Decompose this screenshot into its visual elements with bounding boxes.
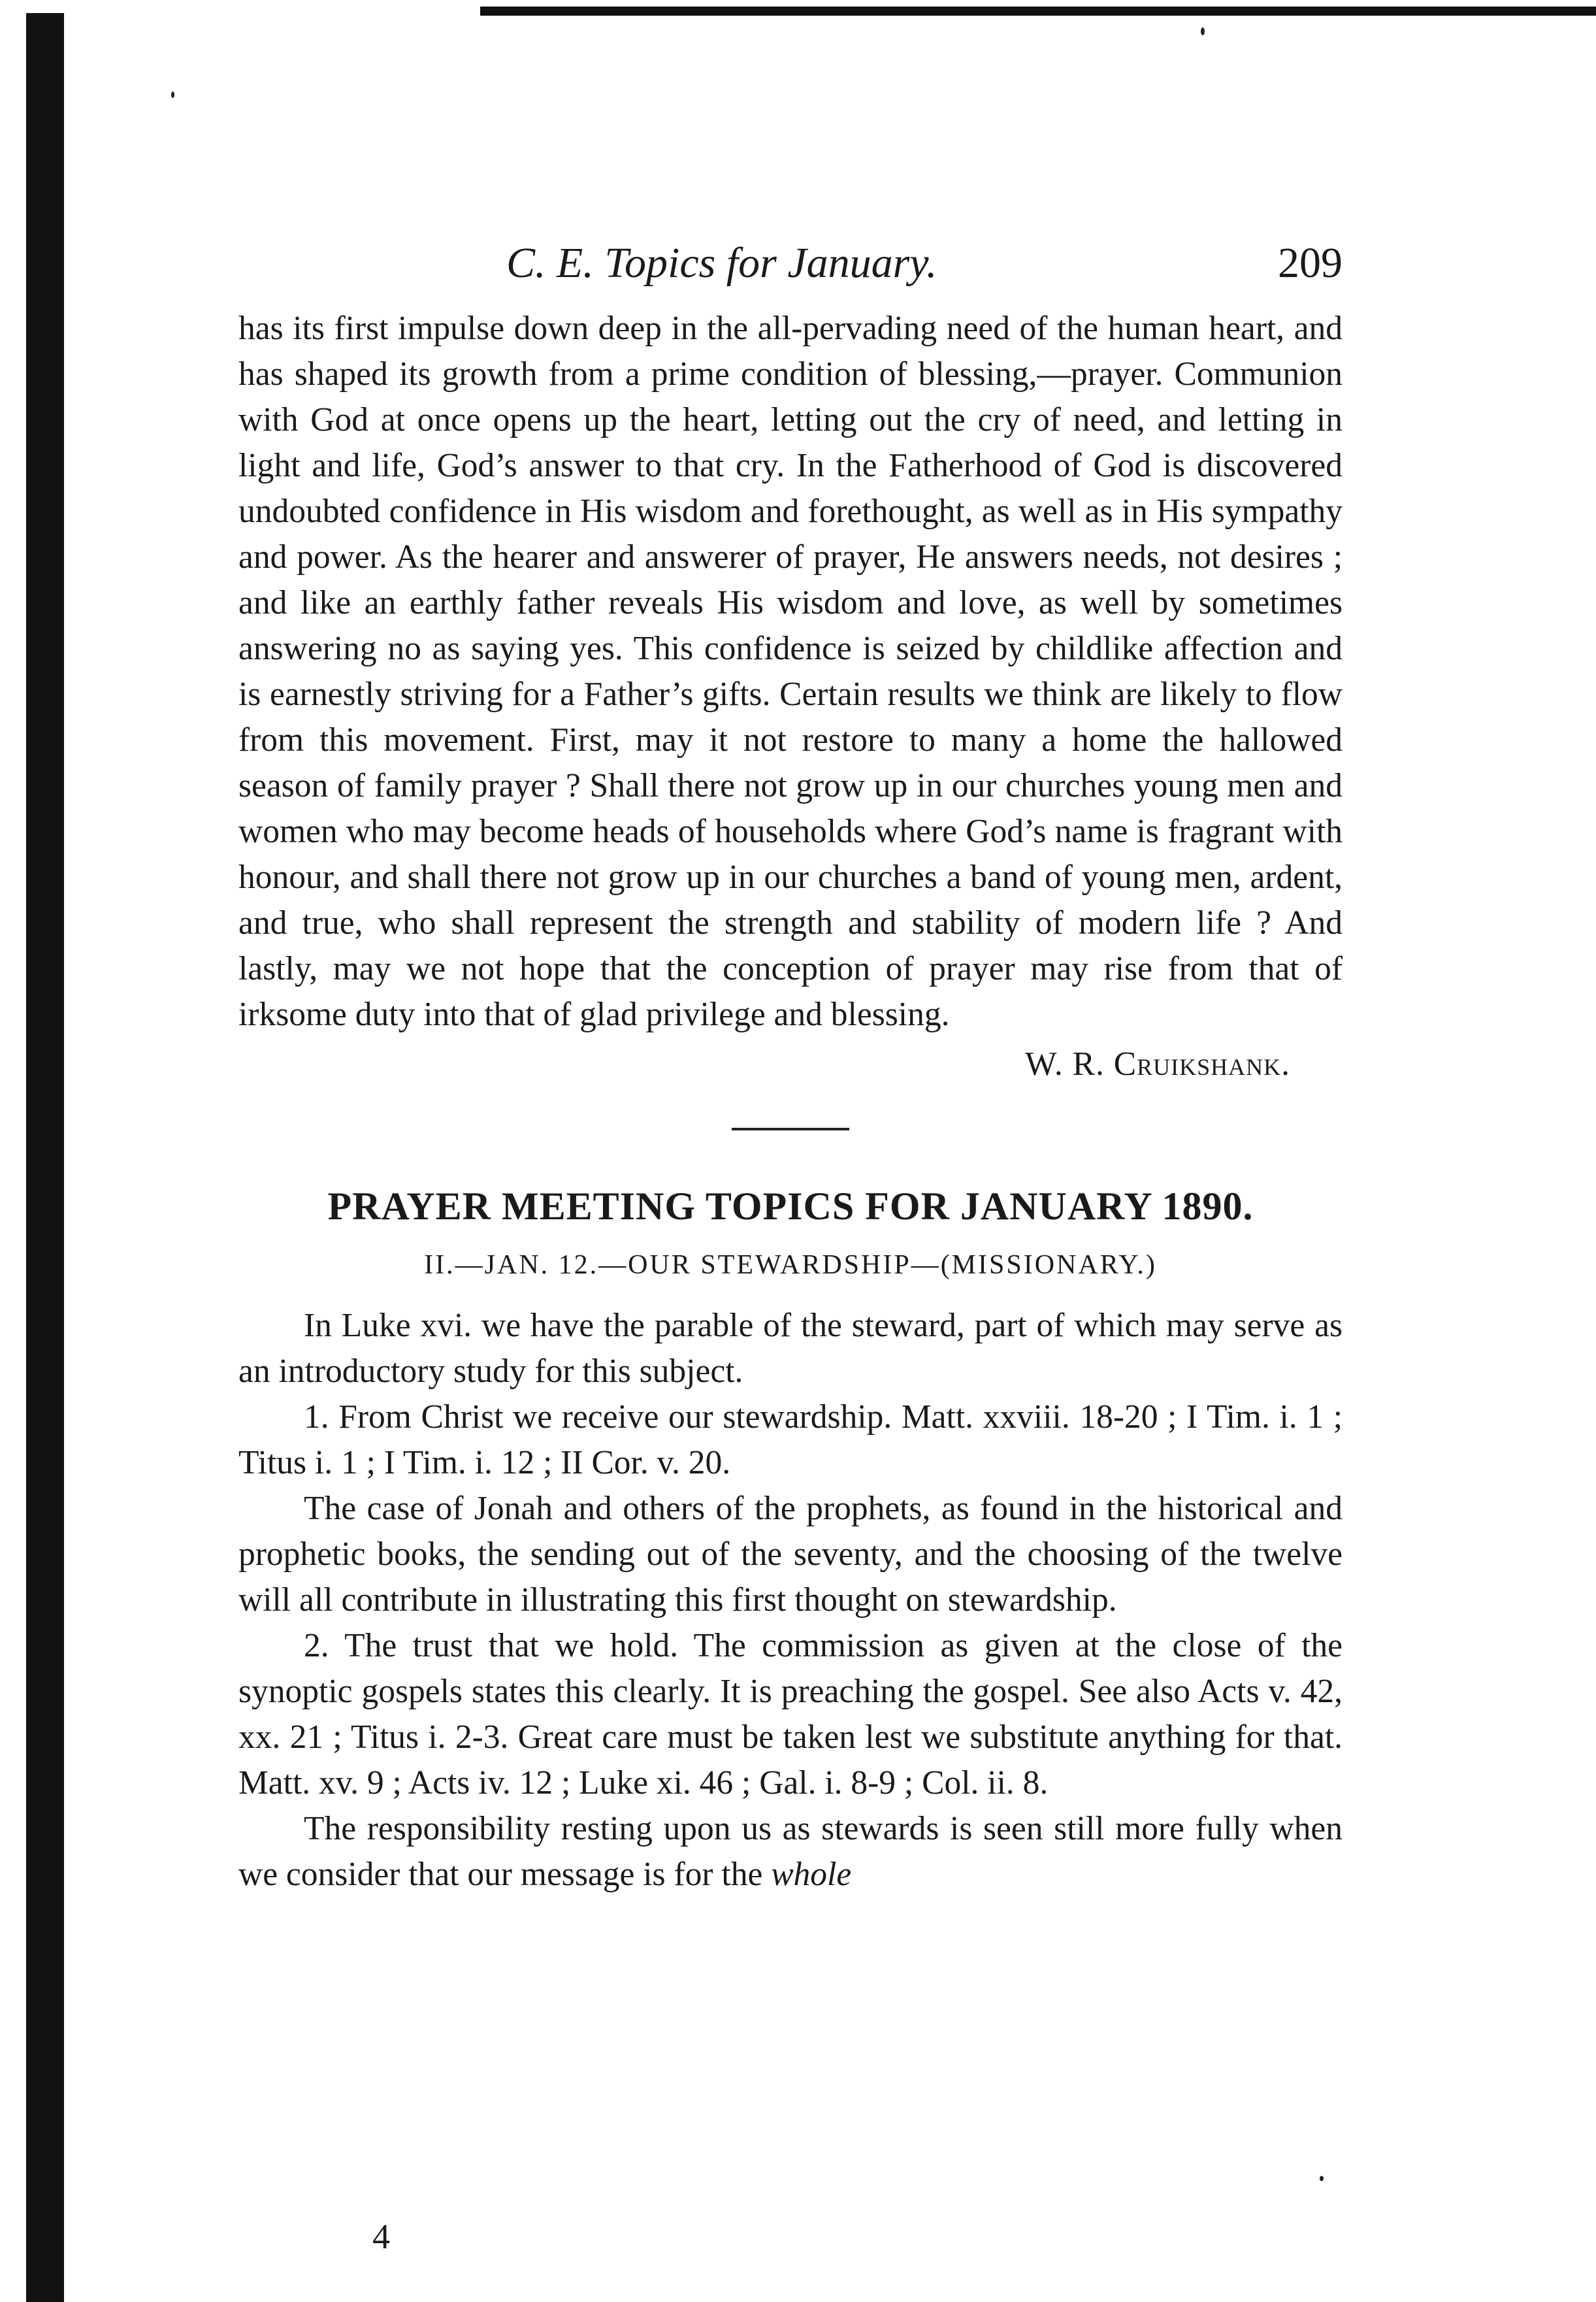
section-divider	[732, 1128, 849, 1130]
last-paragraph-text: The responsibility resting upon us as stewards is seen still more fully when we consider that our message is for the	[238, 1810, 1343, 1893]
author-signature: W. R. Cruikshank.	[1025, 1045, 1290, 1083]
section-subtitle: II.—JAN. 12.—OUR STEWARDSHIP—(MISSIONARY.)	[424, 1250, 1157, 1280]
scan-binding-edge	[26, 13, 64, 2302]
section-paragraph: The case of Jonah and others of the prophets, as found in the historical and prophetic books, the sending out of the seventy, and the choosing of the twelve will all contribute in illustrating this first thought on stewardship.	[238, 1490, 1343, 1619]
scan-speck	[1201, 27, 1205, 35]
section-paragraph: 2. The trust that we hold. The commission as given at the close of the synoptic gospels states this clearly. It is preaching the gospel. See also Acts v. 42, xx. 21 ; Titus i. 2-3. Great care must be taken lest we substitute anything for that. Matt. xv. 9 ; Acts iv. 12 ; Luke xi. 46 ; Gal. i. 8-9 ; Col. ii. 8.	[238, 1627, 1343, 1801]
section-paragraph: 1. From Christ we receive our stewardship. Matt. xxviii. 18-20 ; I Tim. i. 1 ; Titus i. 1 ; I Tim. i. 12 ; II Cor. v. 20.	[238, 1398, 1343, 1481]
page-number: 209	[1278, 239, 1343, 287]
running-title: C. E. Topics for January.	[506, 239, 937, 287]
page-body	[238, 306, 1343, 1898]
section-paragraph-last	[238, 1806, 1343, 1898]
running-head	[238, 238, 1343, 297]
article-continuation-paragraph: has its first impulse down deep in the all-pervading need of the human heart, and has shaped its growth from a prime condition of blessing,—prayer. Communion with God at once opens up the heart, letting out the cry of need, and letting in light and life, God’s answer to that cry. In the Fatherhood of God is discovered undoubted confidence in His wisdom and forethought, as well as in His sympathy and power. As the hearer and answerer of prayer, He answers needs, not desires ; and like an earthly father reveals His wisdom and love, as well by sometimes answering no as saying yes. This confidence is seized by childlike affection and is earnestly striving for a Father’s gifts. Certain results we think are likely to flow from this movement. First, may it not restore to many a home the hallowed season of family prayer ? Shall there not grow up in our churches young men and women who may become heads of households where God’s name is fragrant with honour, and shall there not grow up in our churches a band of young men, ardent, and true, who shall represent the strength and stability of modern life ? And lastly, may we not hope that the conception of prayer may rise from that of irksome duty into that of glad privilege and blessing.	[238, 310, 1343, 1033]
section-title: PRAYER MEETING TOPICS FOR JANUARY 1890.	[327, 1185, 1254, 1228]
scan-speck	[171, 91, 174, 98]
printer-signature-mark: 4	[372, 2217, 390, 2256]
section-paragraph: In Luke xvi. we have the parable of the steward, part of which may serve as an introductory study for this subject.	[238, 1307, 1343, 1390]
emphasized-word: whole	[771, 1856, 852, 1893]
scan-speck	[1320, 2176, 1324, 2181]
scan-top-edge	[480, 7, 1596, 16]
